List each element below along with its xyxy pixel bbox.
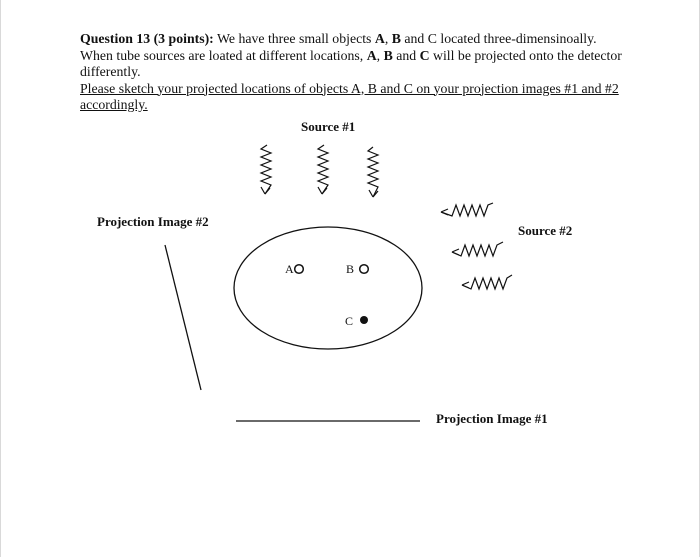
projection-image-2-detector <box>165 245 201 390</box>
projection-image-1-label: Projection Image #1 <box>436 411 548 426</box>
object-a-mention: A <box>374 31 385 46</box>
object-b-mention-2: B <box>383 47 393 63</box>
question-text-part-1: We have three small objects <box>213 31 375 46</box>
object-b-label: B <box>346 262 355 276</box>
source-1-wave-right <box>368 147 378 197</box>
source-2-label: Source #2 <box>518 223 573 238</box>
source-2-wave-bottom <box>462 275 512 289</box>
object-c-mention: C <box>419 47 430 63</box>
object-a-marker <box>295 265 304 274</box>
object-a-mention-2: A <box>366 47 377 63</box>
object-c-marker <box>360 316 368 324</box>
source-1-wave-center <box>318 145 328 194</box>
question-text-part-2: and C located three-dimensinoally. When tube sources are loated at different locations, <box>80 31 597 63</box>
question-separator-1: , <box>384 31 392 46</box>
question-text-part-3: and <box>392 47 420 63</box>
source-1-wave-left <box>261 145 271 194</box>
source-1-label: Source #1 <box>301 119 356 134</box>
object-volume-ellipse <box>234 227 422 349</box>
object-a-label: A <box>285 262 294 276</box>
projection-image-2-label: Projection Image #2 <box>97 214 209 229</box>
question-instruction: Please sketch your projected locations of objects A, B and C on your projection images #1 and #2 accordingly. <box>80 80 619 112</box>
source-2-wave-middle <box>452 242 503 256</box>
object-b-mention: B <box>391 31 401 46</box>
question-separator-2: , <box>376 47 384 63</box>
object-b-marker <box>360 265 369 274</box>
question-heading: Question 13 (3 points): <box>80 31 214 46</box>
object-c-label: C <box>345 314 354 328</box>
source-2-wave-top <box>441 203 493 216</box>
question-text-part-4: will be projected onto the detector differently. <box>80 47 622 79</box>
